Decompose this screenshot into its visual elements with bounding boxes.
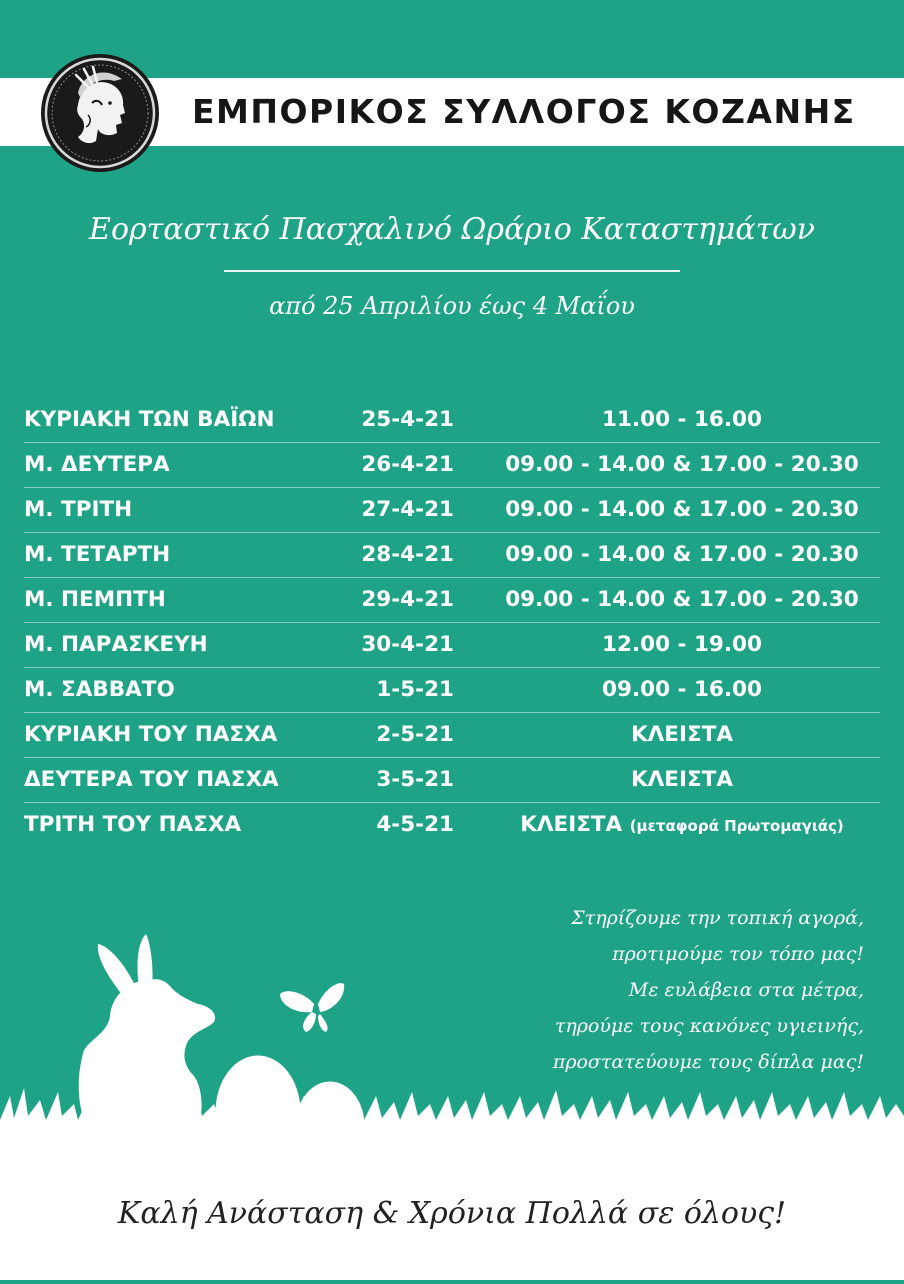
row-day: Μ. ΔΕΥΤΕΡΑ: [24, 452, 170, 477]
schedule-row: [24, 578, 880, 623]
motto-text: [553, 900, 864, 1080]
motto-line: προστατεύουμε τους δίπλα μας!: [552, 1051, 864, 1073]
row-hours-text: 09.00 - 16.00: [602, 677, 762, 702]
row-day: Μ. ΤΕΤΑΡΤΗ: [24, 542, 171, 567]
row-day: ΤΡΙΤΗ ΤΟΥ ΠΑΣΧΑ: [24, 812, 242, 837]
row-hours-text: 09.00 - 14.00 & 17.00 - 20.30: [505, 452, 859, 477]
row-hours: [484, 723, 880, 747]
motto-line: προτιμούμε τον τόπο μας!: [612, 943, 864, 965]
row-hours-text: 12.00 - 19.00: [602, 632, 762, 657]
schedule-row: [24, 623, 880, 668]
row-hours-text: ΚΛΕΙΣΤΑ: [631, 722, 733, 747]
subtitle-divider: [224, 270, 680, 272]
schedule-subtitle: Εορταστικό Πασχαλινό Ωράριο Καταστημάτων: [89, 212, 815, 247]
row-date: 29-4-21: [361, 587, 454, 612]
hermes-head-coin-icon: [40, 53, 160, 173]
row-day: ΚΥΡΙΑΚΗ ΤΟΥ ΠΑΣΧΑ: [24, 722, 278, 747]
row-hours: [484, 813, 880, 838]
schedule-row: [24, 398, 880, 443]
row-hours-text: ΚΛΕΙΣΤΑ: [631, 767, 733, 792]
row-day: ΚΥΡΙΑΚΗ ΤΩΝ ΒΑΪΩΝ: [24, 407, 275, 432]
row-hours-text: 09.00 - 14.00 & 17.00 - 20.30: [505, 587, 859, 612]
schedule-row: [24, 533, 880, 578]
row-day: Μ. ΠΑΡΑΣΚΕΥΗ: [24, 632, 208, 657]
association-title: ΕΜΠΟΡΙΚΟΣ ΣΥΛΛΟΓΟΣ ΚΟΖΑΝΗΣ: [192, 92, 856, 131]
row-date: 2-5-21: [376, 722, 454, 747]
opening-hours-table: [24, 398, 880, 847]
row-hours: [484, 588, 880, 612]
row-hours: [484, 633, 880, 657]
row-date: 28-4-21: [361, 542, 454, 567]
row-date: 26-4-21: [361, 452, 454, 477]
row-day: ΔΕΥΤΕΡΑ ΤΟΥ ΠΑΣΧΑ: [24, 767, 279, 792]
schedule-row: [24, 668, 880, 713]
motto-line: Με ευλάβεια στα μέτρα,: [628, 979, 864, 1001]
row-day: Μ. ΣΑΒΒΑΤΟ: [24, 677, 175, 702]
schedule-row: [24, 443, 880, 488]
schedule-row: [24, 488, 880, 533]
row-date: 27-4-21: [361, 497, 454, 522]
date-range: από 25 Απριλίου έως 4 Μαΐου: [269, 292, 635, 320]
schedule-row: [24, 758, 880, 803]
bunny-silhouette-icon: [79, 934, 215, 1120]
row-hours: [484, 678, 880, 702]
schedule-row: [24, 803, 880, 847]
butterfly-icon: [280, 983, 344, 1032]
row-hours-text: 09.00 - 14.00 & 17.00 - 20.30: [505, 497, 859, 522]
row-hours: [484, 768, 880, 792]
row-hours-text: 09.00 - 14.00 & 17.00 - 20.30: [505, 542, 859, 567]
row-date: 1-5-21: [376, 677, 454, 702]
row-note: (μεταφορά Πρωτομαγιάς): [629, 817, 844, 835]
row-date: 3-5-21: [376, 767, 454, 792]
row-hours: [484, 408, 880, 432]
row-hours: [484, 498, 880, 522]
row-hours: [484, 453, 880, 477]
row-hours-text: ΚΛΕΙΣΤΑ: [520, 812, 623, 837]
motto-line: Στηρίζουμε την τοπική αγορά,: [571, 907, 864, 929]
easter-greeting: Καλή Ανάσταση & Χρόνια Πολλά σε όλους!: [117, 1196, 787, 1231]
row-date: 4-5-21: [376, 812, 454, 837]
row-hours: [484, 543, 880, 567]
row-date: 25-4-21: [361, 407, 454, 432]
row-date: 30-4-21: [361, 632, 454, 657]
grass-icon: [0, 1088, 904, 1280]
schedule-row: [24, 713, 880, 758]
row-day: Μ. ΠΕΜΠΤΗ: [24, 587, 166, 612]
motto-line: τηρούμε τους κανόνες υγιεινής,: [554, 1015, 864, 1037]
row-day: Μ. ΤΡΙΤΗ: [24, 497, 133, 522]
row-hours-text: 11.00 - 16.00: [602, 407, 762, 432]
